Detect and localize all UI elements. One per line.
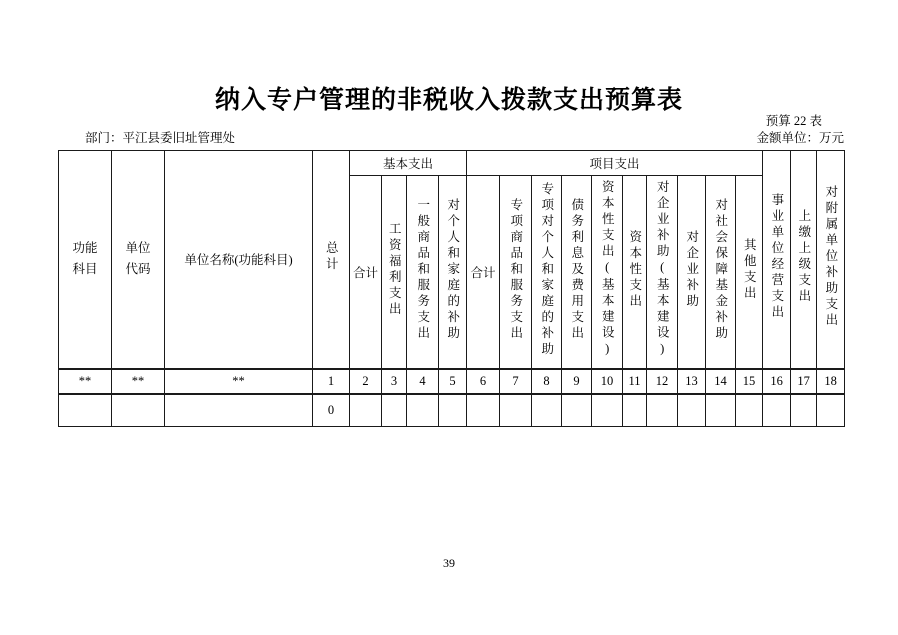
data-cell <box>592 394 623 427</box>
special-individual-family-label: 专项对个人和家庭的补助 <box>539 181 554 358</box>
enterprise-subsidy-label: 对企业补助 <box>684 229 699 310</box>
col-number-cell: 5 <box>439 369 467 394</box>
data-row <box>59 394 845 427</box>
amount-unit-note: 金额单位：万元 <box>756 131 844 145</box>
special-goods-services-label: 专项商品和服务支出 <box>508 197 523 342</box>
col-header-general-goods-services <box>407 176 439 369</box>
col-number-cell: 15 <box>736 369 763 394</box>
data-cell <box>736 394 763 427</box>
data-cell <box>382 394 407 427</box>
col-header-unit-name: 单位名称(功能科目) <box>165 151 313 369</box>
data-cell <box>678 394 706 427</box>
col-number-cell: 12 <box>647 369 678 394</box>
col-header-other-expenditure <box>736 176 763 369</box>
col-header-capital-basic-construction <box>592 176 623 369</box>
column-number-row <box>59 369 845 394</box>
data-cell <box>439 394 467 427</box>
col-header-grand-total <box>313 151 350 369</box>
col-number-cell: 8 <box>532 369 562 394</box>
data-cell <box>500 394 532 427</box>
institution-operating-label: 事业单位经营支出 <box>769 193 784 322</box>
department-line <box>85 128 235 146</box>
data-cell <box>647 394 678 427</box>
col-header-capital-expenditure <box>623 176 647 369</box>
group-header-basic-expenditure: 基本支出 <box>350 151 467 176</box>
data-cell <box>623 394 647 427</box>
col-number-cell: 1 <box>313 369 350 394</box>
social-security-fund-subsidy-label: 对社会保障基金补助 <box>713 197 728 342</box>
col-number-cell: ** <box>165 369 313 394</box>
data-cell <box>817 394 845 427</box>
debt-interest-fees-label: 债务利息及费用支出 <box>569 197 584 342</box>
data-cell <box>532 394 562 427</box>
other-expenditure-label: 其他支出 <box>742 237 757 302</box>
department-name: 平江县委旧址管理处 <box>122 131 236 145</box>
col-number-cell: 6 <box>467 369 500 394</box>
enterprise-subsidy-construction-label: 对企业补助(基本建设) <box>655 180 670 360</box>
col-number-cell: 16 <box>763 369 791 394</box>
individual-family-subsidy-label: 对个人和家庭的补助 <box>445 197 460 342</box>
col-number-cell: ** <box>112 369 165 394</box>
col-header-social-security-fund-subsidy <box>706 176 736 369</box>
meta-line <box>85 128 844 146</box>
col-header-basic-subtotal: 合计 <box>350 176 382 369</box>
data-cell <box>467 394 500 427</box>
data-cell-grand-total: 0 <box>313 394 350 427</box>
col-number-cell: ** <box>59 369 112 394</box>
subsidy-affiliated-units-label: 对附属单位补助支出 <box>823 185 838 330</box>
department-label: 部门： <box>85 131 123 145</box>
budget-table <box>58 150 845 427</box>
data-cell-unit-name <box>165 394 313 427</box>
col-header-subsidy-affiliated-units <box>817 151 845 369</box>
col-header-enterprise-subsidy <box>678 176 706 369</box>
wage-welfare-label: 工资福利支出 <box>387 221 402 318</box>
page-title: 纳入专户管理的非税收入拨款支出预算表 <box>214 86 683 114</box>
data-cell-unit-code <box>112 394 165 427</box>
col-header-wage-welfare <box>382 176 407 369</box>
col-header-special-goods-services <box>500 176 532 369</box>
col-header-unit-code <box>112 151 165 369</box>
col-number-cell: 7 <box>500 369 532 394</box>
function-subject-label: 功能科目 <box>72 241 98 277</box>
col-number-cell: 11 <box>623 369 647 394</box>
col-header-special-individual-family <box>532 176 562 369</box>
col-number-cell: 4 <box>407 369 439 394</box>
grand-total-label: 总计 <box>324 241 339 274</box>
col-header-individual-family-subsidy <box>439 176 467 369</box>
data-cell <box>706 394 736 427</box>
col-header-debt-interest-fees <box>562 176 592 369</box>
data-cell <box>562 394 592 427</box>
capital-basic-construction-label: 资本性支出(基本建设) <box>600 180 615 360</box>
col-number-cell: 3 <box>382 369 407 394</box>
col-number-cell: 13 <box>678 369 706 394</box>
data-cell <box>407 394 439 427</box>
data-cell <box>350 394 382 427</box>
page-number: 39 <box>443 556 455 570</box>
col-header-project-subtotal: 合计 <box>467 176 500 369</box>
paid-to-higher-level-label: 上缴上级支出 <box>796 209 811 306</box>
header-group-row <box>59 151 845 176</box>
col-header-enterprise-subsidy-construction <box>647 176 678 369</box>
data-cell-function <box>59 394 112 427</box>
capital-expenditure-label: 资本性支出 <box>627 229 642 310</box>
col-number-cell: 10 <box>592 369 623 394</box>
general-goods-services-label: 一般商品和服务支出 <box>415 197 430 342</box>
group-header-project-expenditure: 项目支出 <box>467 151 763 176</box>
col-header-function-subject <box>59 151 112 369</box>
col-number-cell: 9 <box>562 369 592 394</box>
unit-code-label: 单位代码 <box>125 241 151 277</box>
col-header-institution-operating <box>763 151 791 369</box>
col-number-cell: 17 <box>791 369 817 394</box>
data-cell <box>791 394 817 427</box>
col-number-cell: 2 <box>350 369 382 394</box>
col-header-paid-to-higher-level <box>791 151 817 369</box>
table-number-label: 预算 22 表 <box>765 114 822 128</box>
col-number-cell: 14 <box>706 369 736 394</box>
data-cell <box>763 394 791 427</box>
col-number-cell: 18 <box>817 369 845 394</box>
